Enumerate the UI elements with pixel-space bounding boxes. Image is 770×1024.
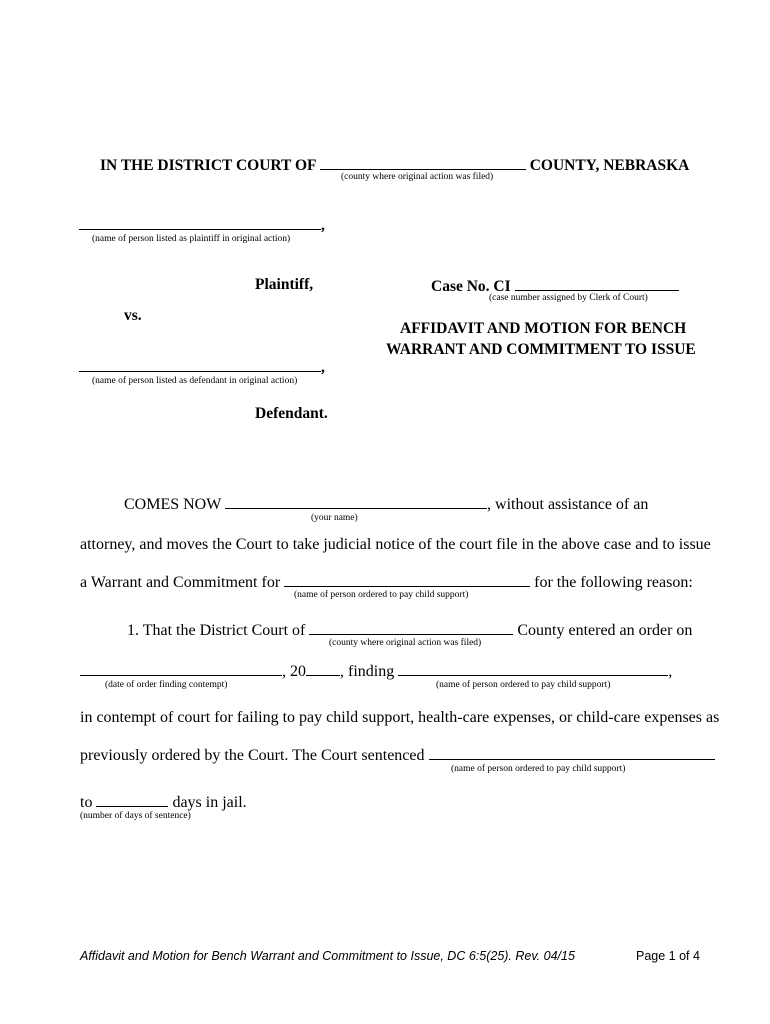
order-date-blank[interactable] <box>80 661 282 676</box>
document-title-line1: AFFIDAVIT AND MOTION FOR BENCH <box>400 320 687 337</box>
comes-now-line <box>124 494 648 514</box>
year-blank[interactable] <box>306 661 340 676</box>
days-line <box>80 792 247 812</box>
item1-suffix: County entered an order on <box>517 622 693 639</box>
footer-form-title: Affidavit and Motion for Bench Warrant and Commitment to Issue, DC 6:5(25). Rev. 04/15 <box>80 949 575 963</box>
days-blank[interactable] <box>96 792 168 807</box>
warrant-name-blank[interactable] <box>284 572 530 587</box>
case-number-blank[interactable] <box>515 276 679 291</box>
defendant-hint: (name of person listed as defendant in original action) <box>92 376 298 386</box>
defendant-name-line <box>79 357 325 377</box>
sentenced-name-blank[interactable] <box>429 745 715 760</box>
case-hint: (case number assigned by Clerk of Court) <box>489 293 648 303</box>
your-name-hint: (your name) <box>311 513 358 523</box>
warrant-hint: (name of person ordered to pay child support) <box>294 590 469 600</box>
sentenced-prefix: previously ordered by the Court. The Court sentenced <box>80 747 425 764</box>
contempt-line: in contempt of court for failing to pay child support, health-care expenses, or child-care expenses as <box>80 709 720 726</box>
days-hint: (number of days of sentence) <box>80 811 191 821</box>
to-label: to <box>80 794 93 811</box>
county-blank[interactable] <box>320 155 526 170</box>
sentenced-line <box>80 745 715 765</box>
comes-now-suffix: , without assistance of an <box>487 496 649 513</box>
county-hint: (county where original action was filed) <box>341 172 494 182</box>
year-prefix: , 20 <box>282 663 306 680</box>
document-title-line2: WARRANT AND COMMITMENT TO ISSUE <box>386 341 696 358</box>
finding-label: , finding <box>340 663 395 680</box>
defendant-label: Defendant. <box>255 405 328 422</box>
court-prefix: IN THE DISTRICT COURT OF <box>100 157 316 174</box>
item1-county-blank[interactable] <box>309 620 513 635</box>
comes-now-label: COMES NOW <box>124 496 222 513</box>
attorney-line: attorney, and moves the Court to take judicial notice of the court file in the above case and to issue <box>80 536 711 553</box>
warrant-suffix: for the following reason: <box>534 574 693 591</box>
case-label: Case No. CI <box>431 278 511 295</box>
footer-page-number: Page 1 of 4 <box>636 949 700 963</box>
finding-comma: , <box>668 663 673 680</box>
days-label: days in jail. <box>172 794 247 811</box>
item1-hint: (county where original action was filed) <box>329 638 482 648</box>
plaintiff-name-blank[interactable] <box>79 215 321 230</box>
defendant-comma: , <box>321 359 325 376</box>
plaintiff-name-line <box>79 215 325 235</box>
warrant-prefix: a Warrant and Commitment for <box>80 574 281 591</box>
plaintiff-label: Plaintiff, <box>255 276 314 293</box>
sentenced-hint: (name of person ordered to pay child support) <box>451 764 626 774</box>
plaintiff-hint: (name of person listed as plaintiff in original action) <box>92 234 291 244</box>
item1-prefix: 1. That the District Court of <box>127 622 306 639</box>
your-name-blank[interactable] <box>225 494 487 509</box>
finding-name-blank[interactable] <box>398 661 668 676</box>
plaintiff-comma: , <box>321 217 325 234</box>
court-suffix: COUNTY, NEBRASKA <box>529 157 690 174</box>
finding-hint: (name of person ordered to pay child support) <box>436 680 611 690</box>
order-date-line <box>80 661 672 681</box>
date-hint: (date of order finding contempt) <box>105 680 228 690</box>
vs-label: vs. <box>124 307 142 324</box>
warrant-line <box>80 572 693 592</box>
item1-line <box>127 620 692 640</box>
defendant-name-blank[interactable] <box>79 357 321 372</box>
